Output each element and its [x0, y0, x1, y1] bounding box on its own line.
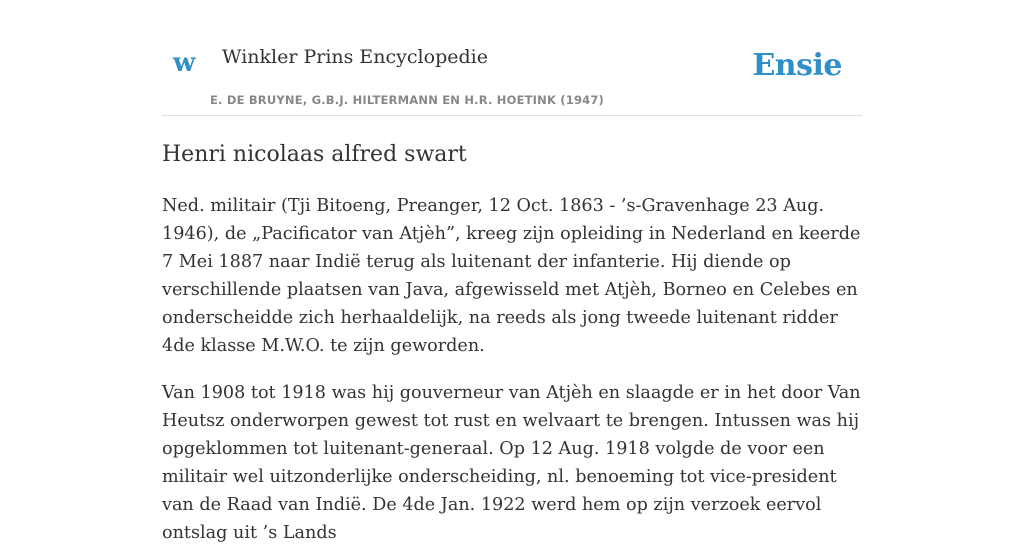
- article-title: Henri nicolaas alfred swart: [162, 142, 467, 167]
- encyclopedia-authors: E. DE BRUYNE, G.B.J. HILTERMANN EN H.R. HOETINK (1947): [210, 93, 605, 107]
- site-header: [162, 0, 862, 116]
- encyclopedia-title[interactable]: Winkler Prins Encyclopedie: [222, 46, 488, 68]
- article-paragraph: Ned. militair (Tji Bitoeng, Preanger, 12 Oct. 1863 - ’s-Gravenhage 23 Aug. 1946), de „Pacificator van Atjèh”, kreeg zijn opleiding in Nederland en keerde 7 Mei 1887 naar Indië terug als luitenant der infanterie. Hij diende op verschillende plaatsen van Java, afgewisseld met Atjèh, Borneo en Celebes en onderscheidde zich herhaaldelijk, na reeds als jong tweede luitenant ridder 4de klasse M.W.O. te zijn geworden.: [162, 196, 861, 357]
- article-paragraph: Van 1908 tot 1918 was hij gouverneur van Atjèh en slaagde er in het door Van Heutsz onderworpen gewest tot rust en welvaart te brengen. Intussen was hij opgeklommen tot luitenant-generaal. Op 12 Aug. 1918 volgde de voor een militair wel uitzonderlijke onderscheiding, nl. benoeming tot vice-president van de Raad van Indië. De 4de Jan. 1922 werd hem op zijn verzoek eervol ontslag uit ’s Lands: [162, 383, 861, 544]
- encyclopedia-logo[interactable]: w: [173, 48, 196, 78]
- ensie-logo-link[interactable]: Ensie: [752, 48, 842, 83]
- page: [162, 0, 862, 544]
- article-body: [162, 192, 862, 547]
